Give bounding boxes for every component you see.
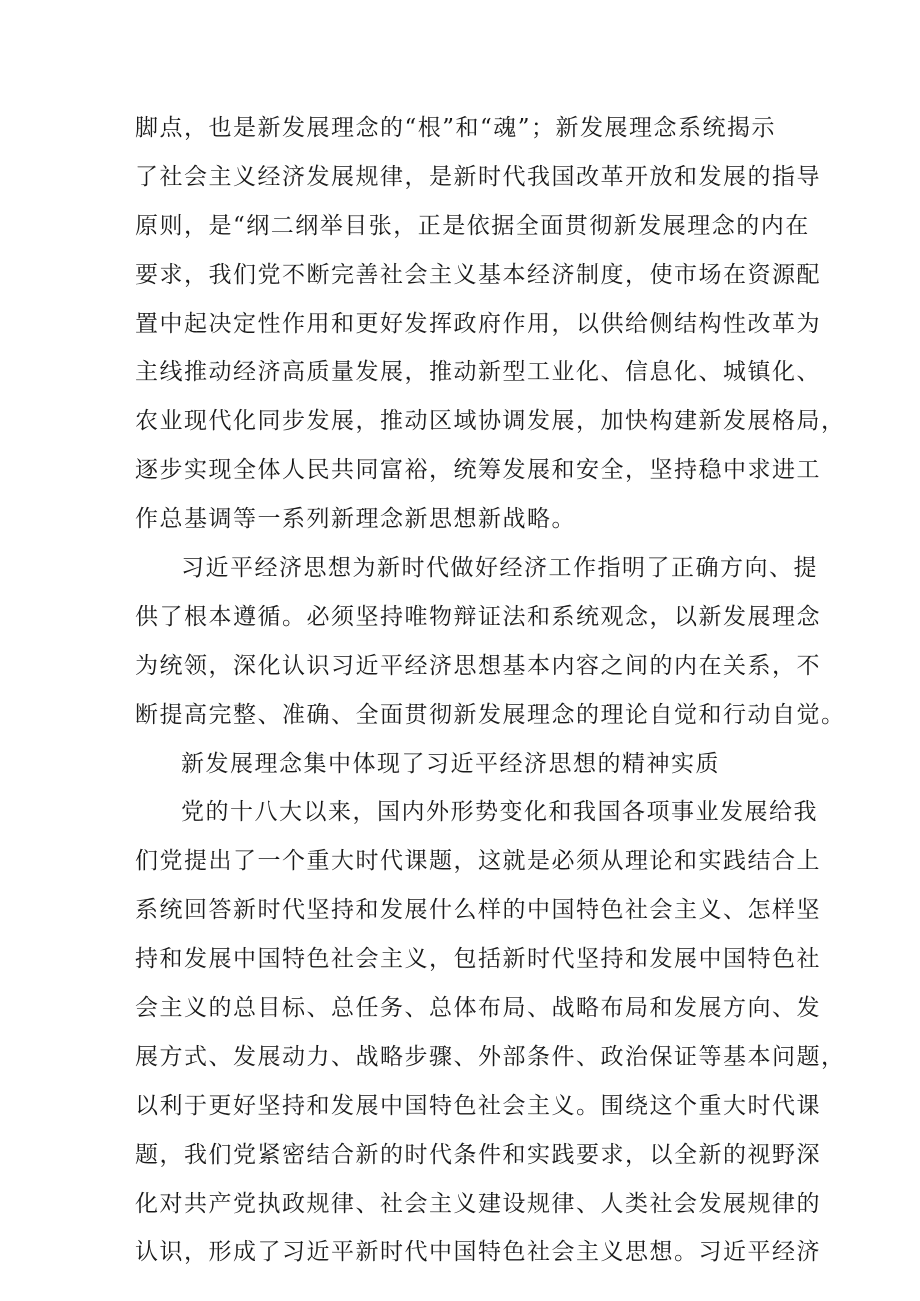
text-line: 主线推动经济高质量发展，推动新型工业化、信息化、城镇化、 bbox=[135, 359, 821, 386]
text-line: 为统领，深化认识习近平经济思想基本内容之间的内在关系，不 bbox=[135, 652, 821, 679]
text-line: 逐步实现全体人民共同富裕，统筹发展和安全，坚持稳中求进工 bbox=[135, 457, 821, 484]
text-line: 们党提出了一个重大时代课题，这就是必须从理论和实践结合上 bbox=[135, 848, 821, 875]
text-line: 原则，是“纲二纲举目张，正是依据全面贯彻新发展理念的内在 bbox=[135, 212, 810, 239]
section-heading: 新发展理念集中体现了习近平经济思想的精神实质 bbox=[181, 750, 720, 777]
text-line: 化对共产党执政规律、社会主义建设规律、人类社会发展规律的 bbox=[135, 1190, 821, 1217]
text-line: 系统回答新时代坚持和发展什么样的中国特色社会主义、怎样坚 bbox=[135, 897, 821, 924]
text-line: 作总基调等一系列新理念新思想新战略。 bbox=[135, 506, 576, 533]
body-text bbox=[135, 104, 846, 1277]
text-line: 脚点，也是新发展理念的“根”和“魂”；新发展理念系统揭示 bbox=[135, 115, 777, 141]
text-line: 认识，形成了习近平新时代中国特色社会主义思想。习近平经济 bbox=[135, 1239, 821, 1266]
text-line: 要求，我们党不断完善社会主义基本经济制度，使市场在资源配 bbox=[135, 261, 821, 288]
text-line: 题，我们党紧密结合新的时代条件和实践要求，以全新的视野深 bbox=[135, 1141, 821, 1168]
text-line: 了社会主义经济发展规律，是新时代我国改革开放和发展的指导 bbox=[135, 163, 821, 190]
text-line: 供了根本遵循。必须坚持唯物辩证法和系统观念，以新发展理念 bbox=[135, 603, 821, 630]
paragraph-start-line: 习近平经济思想为新时代做好经济工作指明了正确方向、提 bbox=[181, 555, 818, 582]
text-line: 会主义的总目标、总任务、总体布局、战略布局和发展方向、发 bbox=[135, 995, 821, 1022]
text-line: 农业现代化同步发展，推动区域协调发展，加快构建新发展格局， bbox=[135, 408, 846, 435]
text-line: 以利于更好坚持和发展中国特色社会主义。围绕这个重大时代课 bbox=[135, 1092, 821, 1119]
text-line: 展方式、发展动力、战略步骤、外部条件、政治保证等基本问题， bbox=[135, 1043, 846, 1070]
text-line: 断提高完整、准确、全面贯彻新发展理念的理论自觉和行动自觉。 bbox=[135, 701, 846, 728]
paragraph-start-line: 党的十八大以来，国内外形势变化和我国各项事业发展给我 bbox=[181, 799, 818, 826]
text-line: 持和发展中国特色社会主义，包括新时代坚持和发展中国特色社 bbox=[135, 946, 821, 973]
text-line: 置中起决定性作用和更好发挥政府作用，以供给侧结构性改革为 bbox=[135, 310, 821, 337]
